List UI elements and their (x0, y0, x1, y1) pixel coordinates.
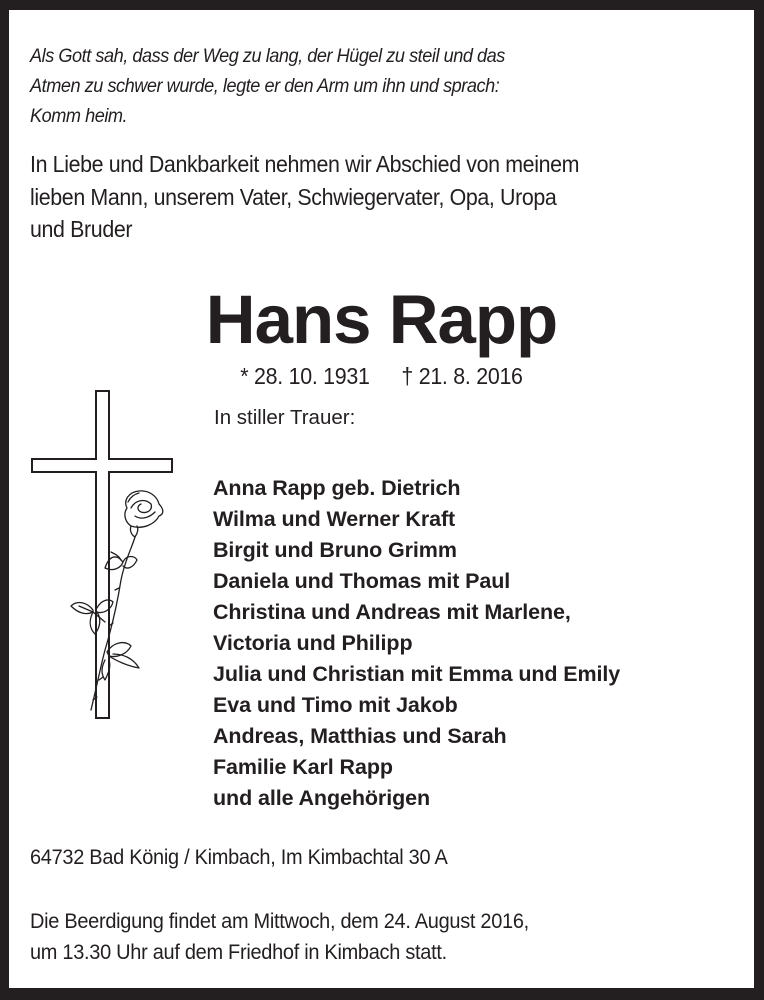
intro-line: lieben Mann, unserem Vater, Schwiegervater, Opa, Uropa (30, 183, 557, 210)
mourner-entry: und alle Angehörigen (213, 786, 430, 810)
intro-line: und Bruder (30, 216, 133, 242)
birth-star-icon: * (240, 363, 249, 389)
mourning-label: In stiller Trauer: (214, 406, 356, 429)
mourners-list (213, 473, 620, 814)
obituary-notice (9, 10, 754, 988)
death-dagger-icon: † (401, 363, 414, 389)
cross-with-rose-icon (31, 390, 181, 725)
life-dates (35, 361, 728, 391)
mourner-entry: Daniela und Thomas mit Paul (213, 569, 511, 593)
mourner-entry: Julia und Christian mit Emma und Emily (213, 662, 621, 686)
intro-line: In Liebe und Dankbarkeit nehmen wir Abschied von meinem (30, 151, 580, 177)
verse-quote (30, 41, 505, 131)
mourner-entry: Anna Rapp geb. Dietrich (213, 476, 461, 500)
death-date: 21. 8. 2016 (418, 363, 523, 389)
verse-line: Atmen zu schwer wurde, legte er den Arm um ihn und sprach: (30, 75, 500, 97)
mourner-entry: Birgit und Bruno Grimm (213, 538, 457, 562)
mourner-entry: Victoria und Philipp (213, 631, 413, 655)
mourner-entry: Christina und Andreas mit Marlene, (213, 600, 571, 624)
mourner-entry: Andreas, Matthias und Sarah (213, 724, 507, 748)
birth-date: 28. 10. 1931 (254, 363, 370, 389)
deceased-name: Hans Rapp (205, 281, 558, 358)
family-address: 64732 Bad König / Kimbach, Im Kimbachtal 30 A (30, 846, 448, 869)
mourner-entry: Familie Karl Rapp (213, 755, 393, 779)
mourner-entry: Wilma und Werner Kraft (213, 507, 456, 531)
verse-line: Als Gott sah, dass der Weg zu lang, der Hügel zu steil und das (30, 45, 505, 67)
verse-line: Komm heim. (30, 105, 128, 127)
funeral-line: um 13.30 Uhr auf dem Friedhof in Kimbach statt. (30, 941, 447, 964)
mourner-entry: Eva und Timo mit Jakob (213, 693, 458, 717)
intro-text (30, 148, 579, 246)
funeral-info (30, 906, 529, 968)
funeral-line: Die Beerdigung findet am Mittwoch, dem 24. August 2016, (30, 910, 529, 933)
